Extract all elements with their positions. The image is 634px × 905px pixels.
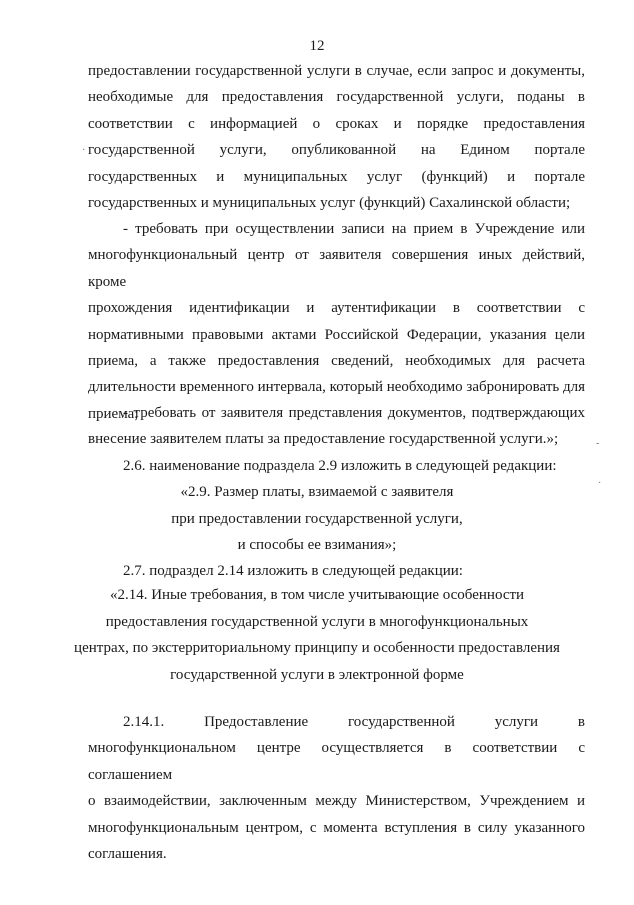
text-line: предоставлении государственной услуги в случае, если запрос и документы, [88, 63, 585, 79]
text-line: приема, а также предоставления сведений, необходимых для расчета [88, 353, 585, 370]
text-line: приема; [88, 405, 139, 422]
heading-line: центрах, по экстерриториальному принципу и особенности предоставления [74, 640, 560, 656]
list-item-payment [88, 400, 585, 453]
text-line: государственных и муниципальных услуг (функций) Сахалинской области; [88, 195, 571, 212]
heading-line: государственной услуги в электронной форме [170, 666, 464, 683]
amendment-2-7 [88, 558, 585, 584]
text-line: внесение заявителем платы за предоставление государственной услуги.»; [88, 431, 559, 448]
text-line: о взаимодействии, заключенным между Министерством, Учреждением и [88, 793, 585, 810]
continuation-paragraph [88, 58, 585, 216]
amendment-2-6 [88, 453, 585, 479]
heading-line: «2.9. Размер платы, взимаемой с заявителя [180, 484, 454, 500]
text-line: соглашения. [88, 846, 167, 863]
text-line: - требовать от заявителя представления документов, подтверждающих [123, 405, 585, 421]
heading-line: «2.14. Иные требования, в том числе учитывающие особенности [109, 587, 525, 603]
scan-speck: · [82, 145, 86, 156]
heading-2-14 [0, 582, 634, 688]
heading-line: при предоставлении государственной услуги, [171, 510, 463, 527]
text-line: необходимые для предоставления государственной услуги, поданы в [88, 89, 585, 106]
paragraph-2-14-1 [88, 709, 585, 867]
text-line: нормативными правовыми актами Российской Федерации, указания цели [88, 326, 585, 343]
heading-line: предоставления государственной услуги в многофункциональных [105, 613, 529, 630]
text-line: многофункциональный центр от заявителя совершения иных действий, кроме [88, 247, 585, 290]
page-number: 12 [309, 38, 325, 54]
text-line: длительности временного интервала, который необходимо забронировать для [88, 379, 585, 396]
heading-2-9 [0, 479, 634, 559]
text-line: соответствии с информацией о сроках и порядке предоставления [88, 115, 585, 132]
text-line: государственных и муниципальных услуг (функций) и портале [88, 168, 585, 185]
scan-speck: · [598, 478, 602, 489]
text-line: 2.6. наименование подраздела 2.9 изложить в следующей редакции: [123, 458, 557, 474]
scan-speck: - [596, 438, 600, 449]
text-line: государственной услуги, опубликованной на Едином портале [88, 142, 585, 159]
text-line: прохождения идентификации и аутентификации в соответствии с [88, 300, 585, 317]
text-line: 2.14.1. Предоставление государственной услуги в [123, 714, 585, 730]
text-line: - требовать при осуществлении записи на прием в Учреждение или [123, 221, 585, 237]
text-line: 2.7. подраздел 2.14 изложить в следующей редакции: [123, 563, 463, 579]
text-line: многофункциональным центром, с момента вступления в силу указанного [88, 819, 585, 836]
text-line: многофункциональном центре осуществляется в соответствии с соглашением [88, 740, 585, 783]
heading-line: и способы ее взимания»; [237, 537, 397, 553]
list-item-booking [88, 216, 585, 427]
